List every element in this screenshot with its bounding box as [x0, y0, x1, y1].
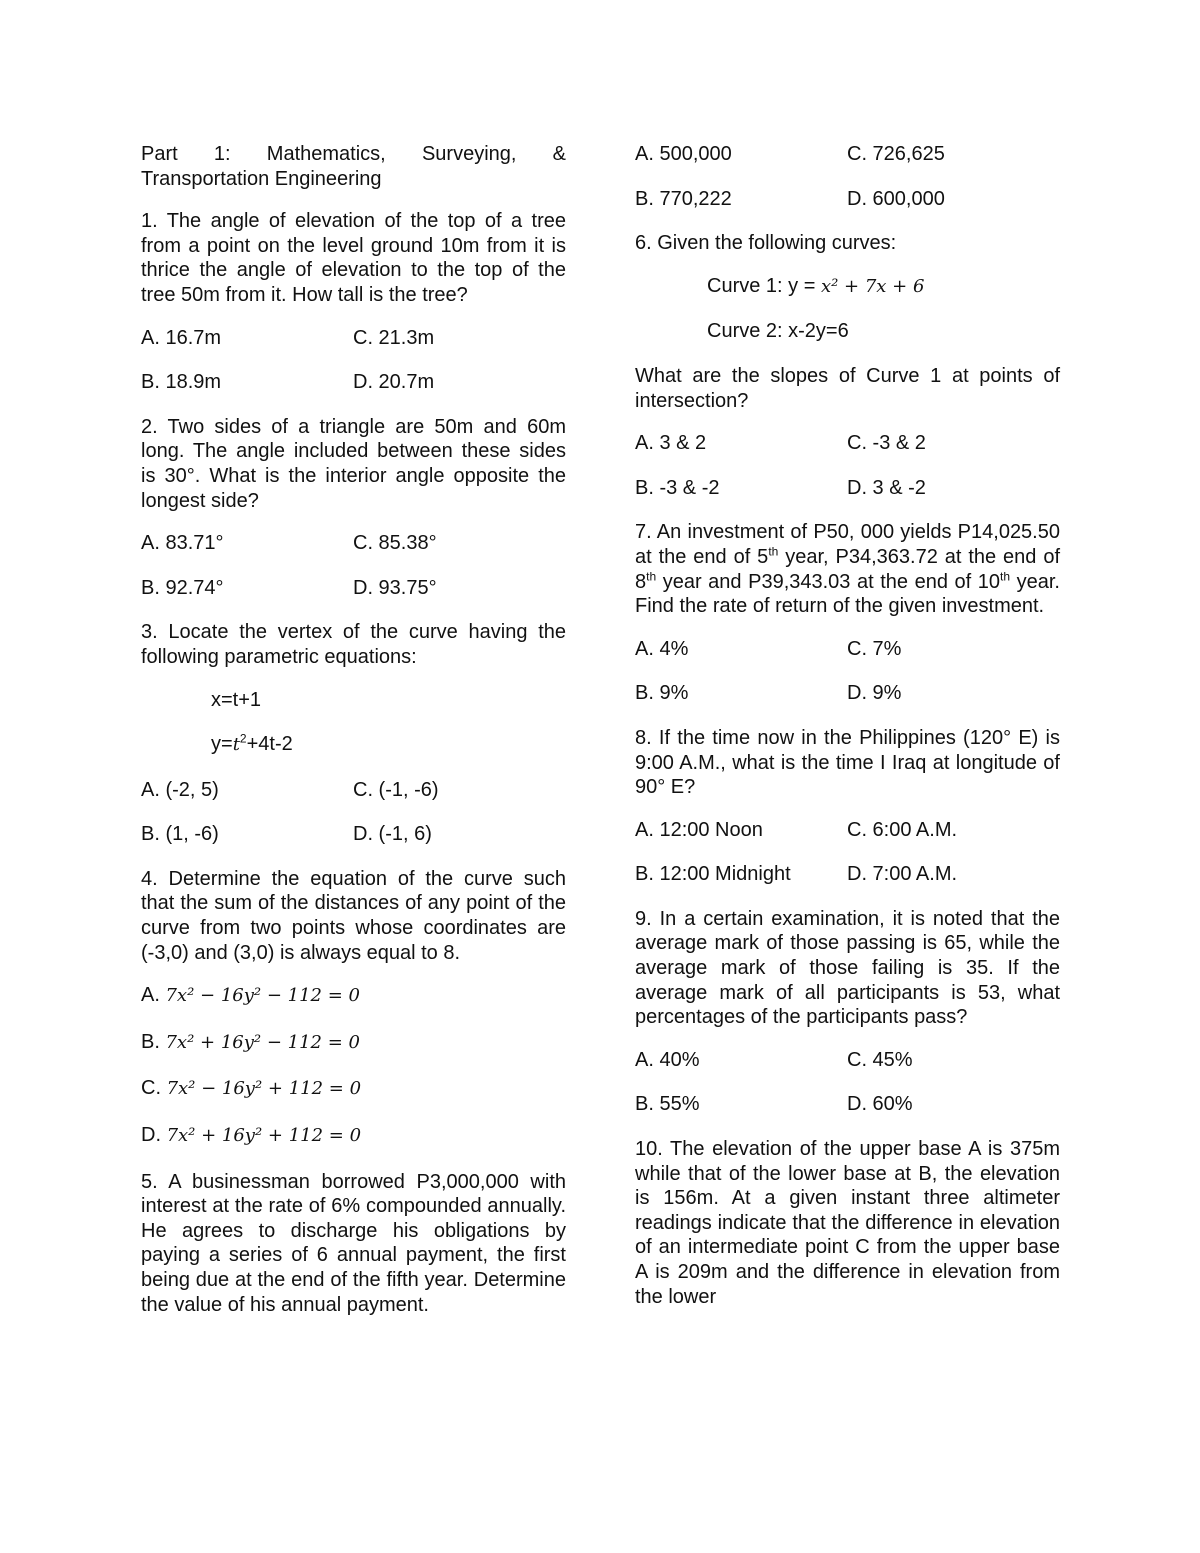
question-10: 10. The elevation of the upper base A is 375m while that of the lower base at B, the elevation is 156m. At a given instant three altimeter readings indicate that the difference in elevation of an intermediate point C from the upper base A is 209m and the difference in elevation from the lower	[635, 1138, 1060, 1308]
q7-part-1: 7. An investment of P50, 000 yields P14,025.50 at the end of 5	[635, 521, 1060, 568]
q8-option-a: A. 12:00 Noon	[635, 818, 763, 841]
q6-question: What are the slopes of Curve 1 at points of intersection?	[635, 364, 1060, 412]
q9-option-c: C. 45%	[847, 1048, 913, 1071]
q1-option-d: D. 20.7m	[353, 371, 435, 394]
q6-option-c: C. -3 & 2	[847, 432, 926, 455]
q6-options-row-1	[635, 431, 1060, 456]
q4-option-c-equation: 7x² − 16y² + 112 = 0	[166, 1078, 362, 1100]
q4-option-a-equation: 7x² − 16y² − 112 = 0	[165, 985, 360, 1007]
q3-eq-y-suffix: +4t-2	[246, 733, 293, 756]
right-column	[635, 142, 1060, 1327]
q9-option-d: D. 60%	[847, 1093, 913, 1116]
q4-option-d-equation: 7x² + 16y² + 112 = 0	[166, 1125, 362, 1147]
q4-option-c	[141, 1076, 566, 1102]
question-4: 4. Determine the equation of the curve such that the sum of the distances of any point of the curve from two points whose coordinates are (-3,0) and (3,0) is always equal to 8.	[141, 867, 566, 964]
q6-curve-1-equation: x² + 7x + 6	[820, 275, 925, 297]
q7-option-c: C. 7%	[847, 637, 902, 660]
q8-option-b: B. 12:00 Midnight	[635, 863, 791, 886]
q6-options-row-2	[635, 476, 1060, 501]
q7-sup-1: th	[768, 544, 779, 559]
q8-options-row-1	[635, 818, 1060, 843]
q2-option-c: C. 85.38°	[353, 532, 437, 555]
q4-option-a	[141, 983, 566, 1009]
question-8: 8. If the time now in the Philippines (120° E) is 9:00 A.M., what is the time I Iraq at longitude of 90° E?	[635, 726, 1060, 799]
section-heading: Part 1: Mathematics, Surveying, & Transportation Engineering	[141, 143, 566, 190]
q5-option-c: C. 726,625	[847, 143, 945, 165]
question-1: 1. The angle of elevation of the top of a tree from a point on the level ground 10m from it is thrice the angle of elevation to the top of the tree 50m from it. How tall is the tree?	[141, 210, 566, 306]
q5-option-b: B. 770,222	[635, 187, 732, 210]
q7-part-3: year and P39,343.03 at the end of 10	[656, 570, 1001, 593]
q7-part-4: year. Find the rate of return of the given investment.	[635, 570, 1060, 618]
q6-curve-1-label: Curve 1: y =	[707, 274, 816, 297]
q2-option-a: A. 83.71°	[141, 532, 224, 555]
q2-options-row-2	[141, 576, 566, 601]
q5-option-d: D. 600,000	[847, 187, 945, 210]
q2-option-b: B. 92.74°	[141, 576, 224, 599]
left-column	[141, 142, 566, 1335]
q6-option-a: A. 3 & 2	[635, 432, 707, 455]
q4-option-b	[141, 1030, 566, 1056]
question-5: 5. A businessman borrowed P3,000,000 with interest at the rate of 6% compounded annually. He agrees to discharge his obligations by paying a series of 6 annual payment, the first being due at the end of the fifth year. Determine the value of his annual payment.	[141, 1170, 566, 1316]
q3-option-b: B. (1, -6)	[141, 823, 219, 846]
q3-equation-y	[211, 732, 566, 758]
question-9: 9. In a certain examination, it is noted that the average mark of those passing is 65, while the average mark of those failing is 35. If the average mark of all participants is 53, what percentages of the participants pass?	[635, 907, 1060, 1029]
q7-sup-2: th	[646, 568, 657, 583]
q8-option-c: C. 6:00 A.M.	[847, 818, 958, 841]
q3-options-row-2	[141, 822, 566, 847]
q1-options-row-1	[141, 326, 566, 351]
q7-options-row-1	[635, 637, 1060, 662]
q2-options-row-1	[141, 531, 566, 556]
q3-option-a: A. (-2, 5)	[141, 778, 219, 801]
q7-option-b: B. 9%	[635, 682, 689, 705]
q1-option-b: B. 18.9m	[141, 371, 222, 394]
q3-option-d: D. (-1, 6)	[353, 823, 432, 846]
q5-option-a: A. 500,000	[635, 143, 732, 165]
q4-option-c-label: C.	[141, 1077, 161, 1100]
q8-option-d: D. 7:00 A.M.	[847, 863, 958, 886]
q3-equation-x: x=t+1	[211, 688, 262, 711]
q1-options-row-2	[141, 370, 566, 395]
q7-option-a: A. 4%	[635, 637, 689, 660]
q4-option-d	[141, 1123, 566, 1149]
q5-options-row-2	[635, 187, 1060, 212]
question-7	[635, 520, 1060, 618]
q3-option-c: C. (-1, -6)	[353, 778, 439, 801]
q1-option-c: C. 21.3m	[353, 326, 435, 349]
question-2: 2. Two sides of a triangle are 50m and 60m long. The angle included between these sides is 30°. What is the interior angle opposite the longest side?	[141, 415, 566, 512]
q2-option-d: D. 93.75°	[353, 576, 437, 599]
q7-options-row-2	[635, 681, 1060, 706]
q8-options-row-2	[635, 862, 1060, 887]
q3-options-row-1	[141, 778, 566, 803]
q6-option-b: B. -3 & -2	[635, 476, 720, 499]
q6-curve-1	[707, 274, 1060, 300]
q6-curve-2: Curve 2: x-2y=6	[707, 320, 849, 343]
q3-eq-y-var: t	[232, 734, 240, 756]
q9-option-a: A. 40%	[635, 1048, 700, 1071]
q3-eq-y-exp: 2	[239, 731, 247, 746]
q4-option-b-equation: 7x² + 16y² − 112 = 0	[165, 1031, 360, 1053]
q4-option-b-label: B.	[141, 1030, 160, 1053]
q1-option-a: A. 16.7m	[141, 326, 222, 349]
q9-options-row-1	[635, 1048, 1060, 1073]
q9-options-row-2	[635, 1092, 1060, 1117]
q9-option-b: B. 55%	[635, 1093, 700, 1116]
q7-option-d: D. 9%	[847, 682, 902, 705]
q6-option-d: D. 3 & -2	[847, 476, 926, 499]
q7-part-2: year, P34,363.72 at the end of 8	[635, 545, 1061, 593]
q4-option-a-label: A.	[141, 984, 160, 1007]
q4-option-d-label: D.	[141, 1124, 161, 1147]
question-6: 6. Given the following curves:	[635, 232, 897, 255]
q7-sup-3: th	[1000, 568, 1011, 583]
q3-eq-y-prefix: y=	[211, 733, 233, 756]
question-3: 3. Locate the vertex of the curve having the following parametric equations:	[141, 621, 566, 668]
q5-options-row-1	[635, 142, 1060, 167]
